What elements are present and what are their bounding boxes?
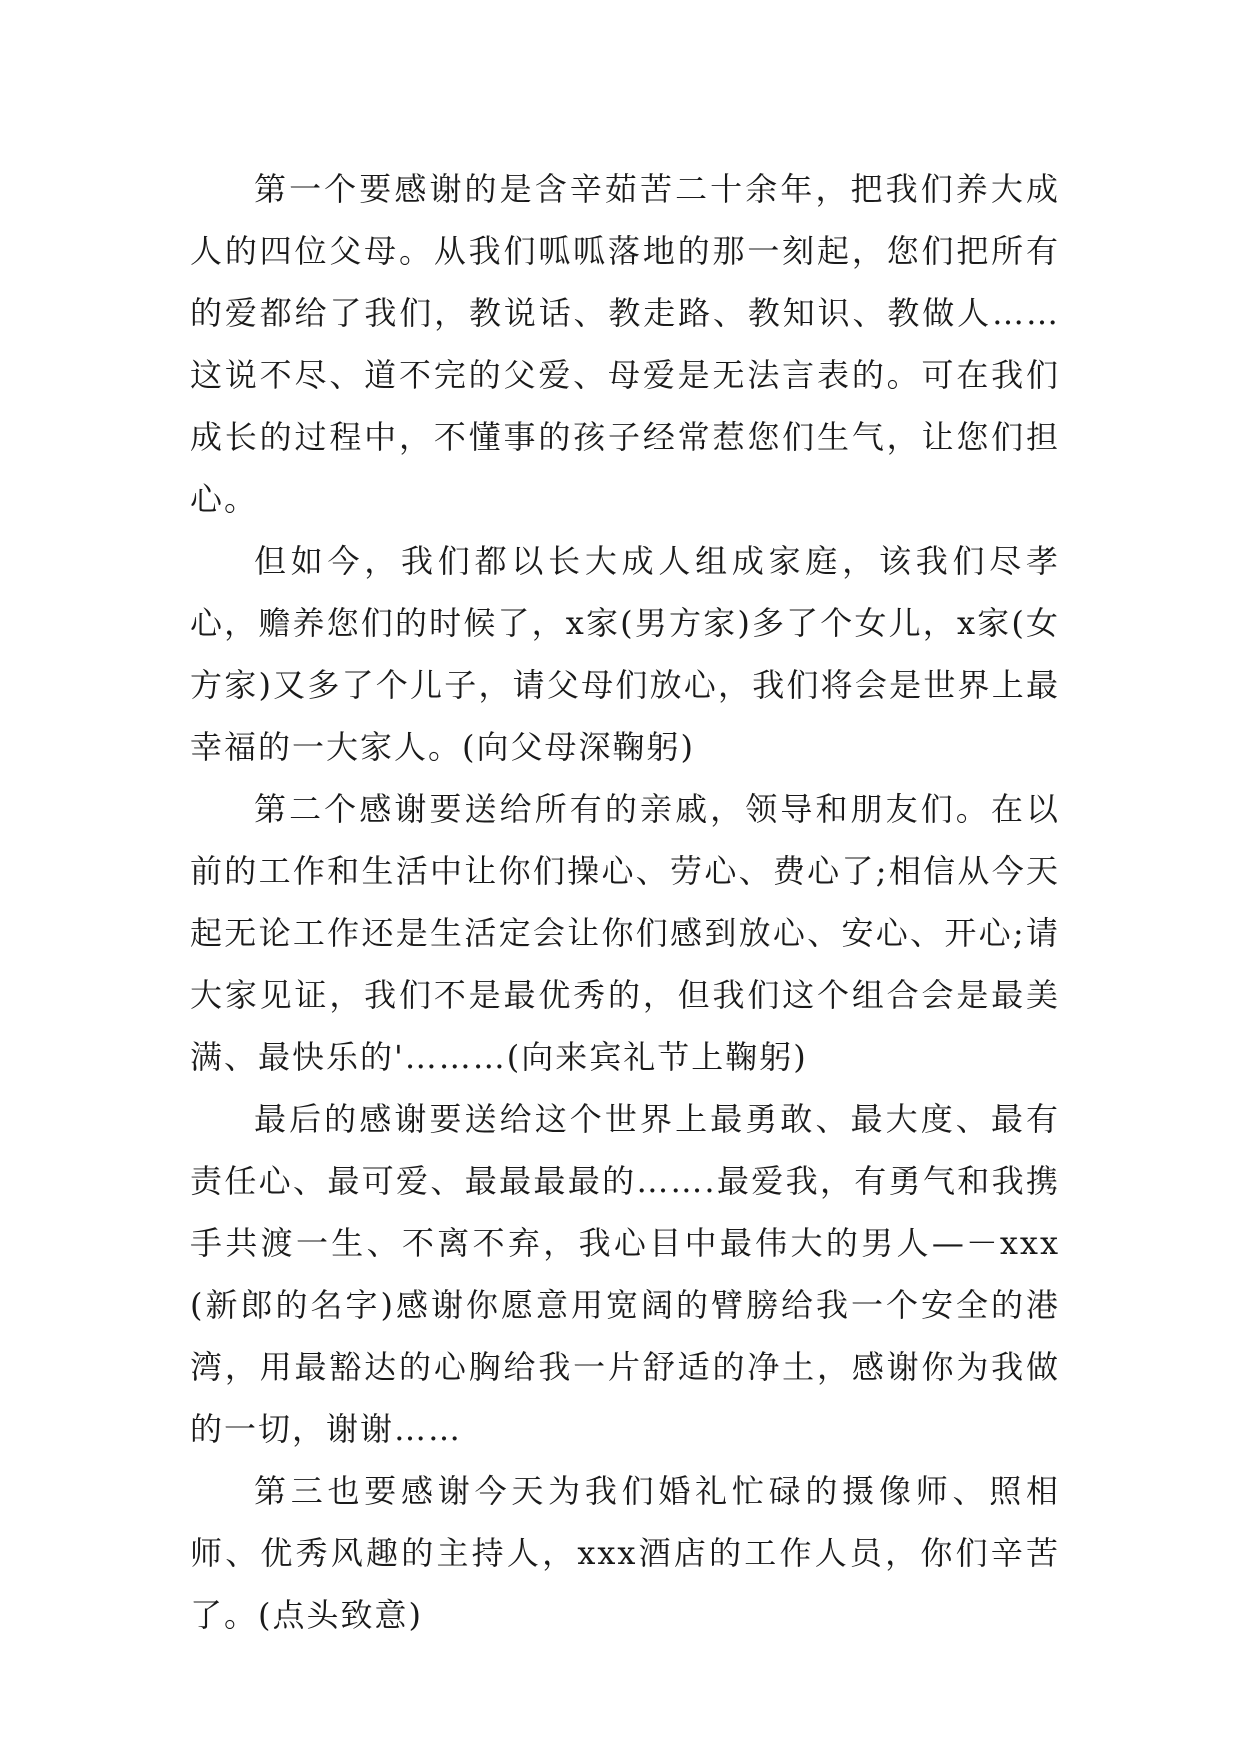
paragraph-thanks-groom: 最后的感谢要送给这个世界上最勇敢、最大度、最有责任心、最可爱、最最最最的…….最爱我，有勇气和我携手共渡一生、不离不弃，我心目中最伟大的男人—－xxx(新郎的名字)感谢你愿意用宽阔的臂膀给我一个安全的港湾，用最豁达的心胸给我一片舒适的净土，感谢你为我做的一切，谢谢…… [190,1100,1060,1448]
document-body [190,158,1060,1646]
paragraph-thanks-parents: 第一个要感谢的是含辛茹苦二十余年，把我们养大成人的四位父母。从我们呱呱落地的那一刻起，您们把所有的爱都给了我们，教说话、教走路、教知识、教做人……这说不尽、道不完的父爱、母爱是无法言表的。可在我们成长的过程中，不懂事的孩子经常惹您们生气，让您们担心。 [190,170,1060,518]
paragraph-thanks-staff: 第三也要感谢今天为我们婚礼忙碌的摄像师、照相师、优秀风趣的主持人，xxx酒店的工作人员，你们辛苦了。(点头致意) [190,1472,1060,1634]
paragraph-thanks-guests: 第二个感谢要送给所有的亲戚，领导和朋友们。在以前的工作和生活中让你们操心、劳心、费心了;相信从今天起无论工作还是生活定会让你们感到放心、安心、开心;请大家见证，我们不是最优秀的，但我们这个组合会是最美满、最快乐的'………(向来宾礼节上鞠躬) [190,790,1060,1076]
paragraph-filial-promise: 但如今，我们都以长大成人组成家庭，该我们尽孝心，赡养您们的时候了，x家(男方家)多了个女儿，x家(女方家)又多了个儿子，请父母们放心，我们将会是世界上最幸福的一大家人。(向父母深鞠躬) [190,542,1060,766]
